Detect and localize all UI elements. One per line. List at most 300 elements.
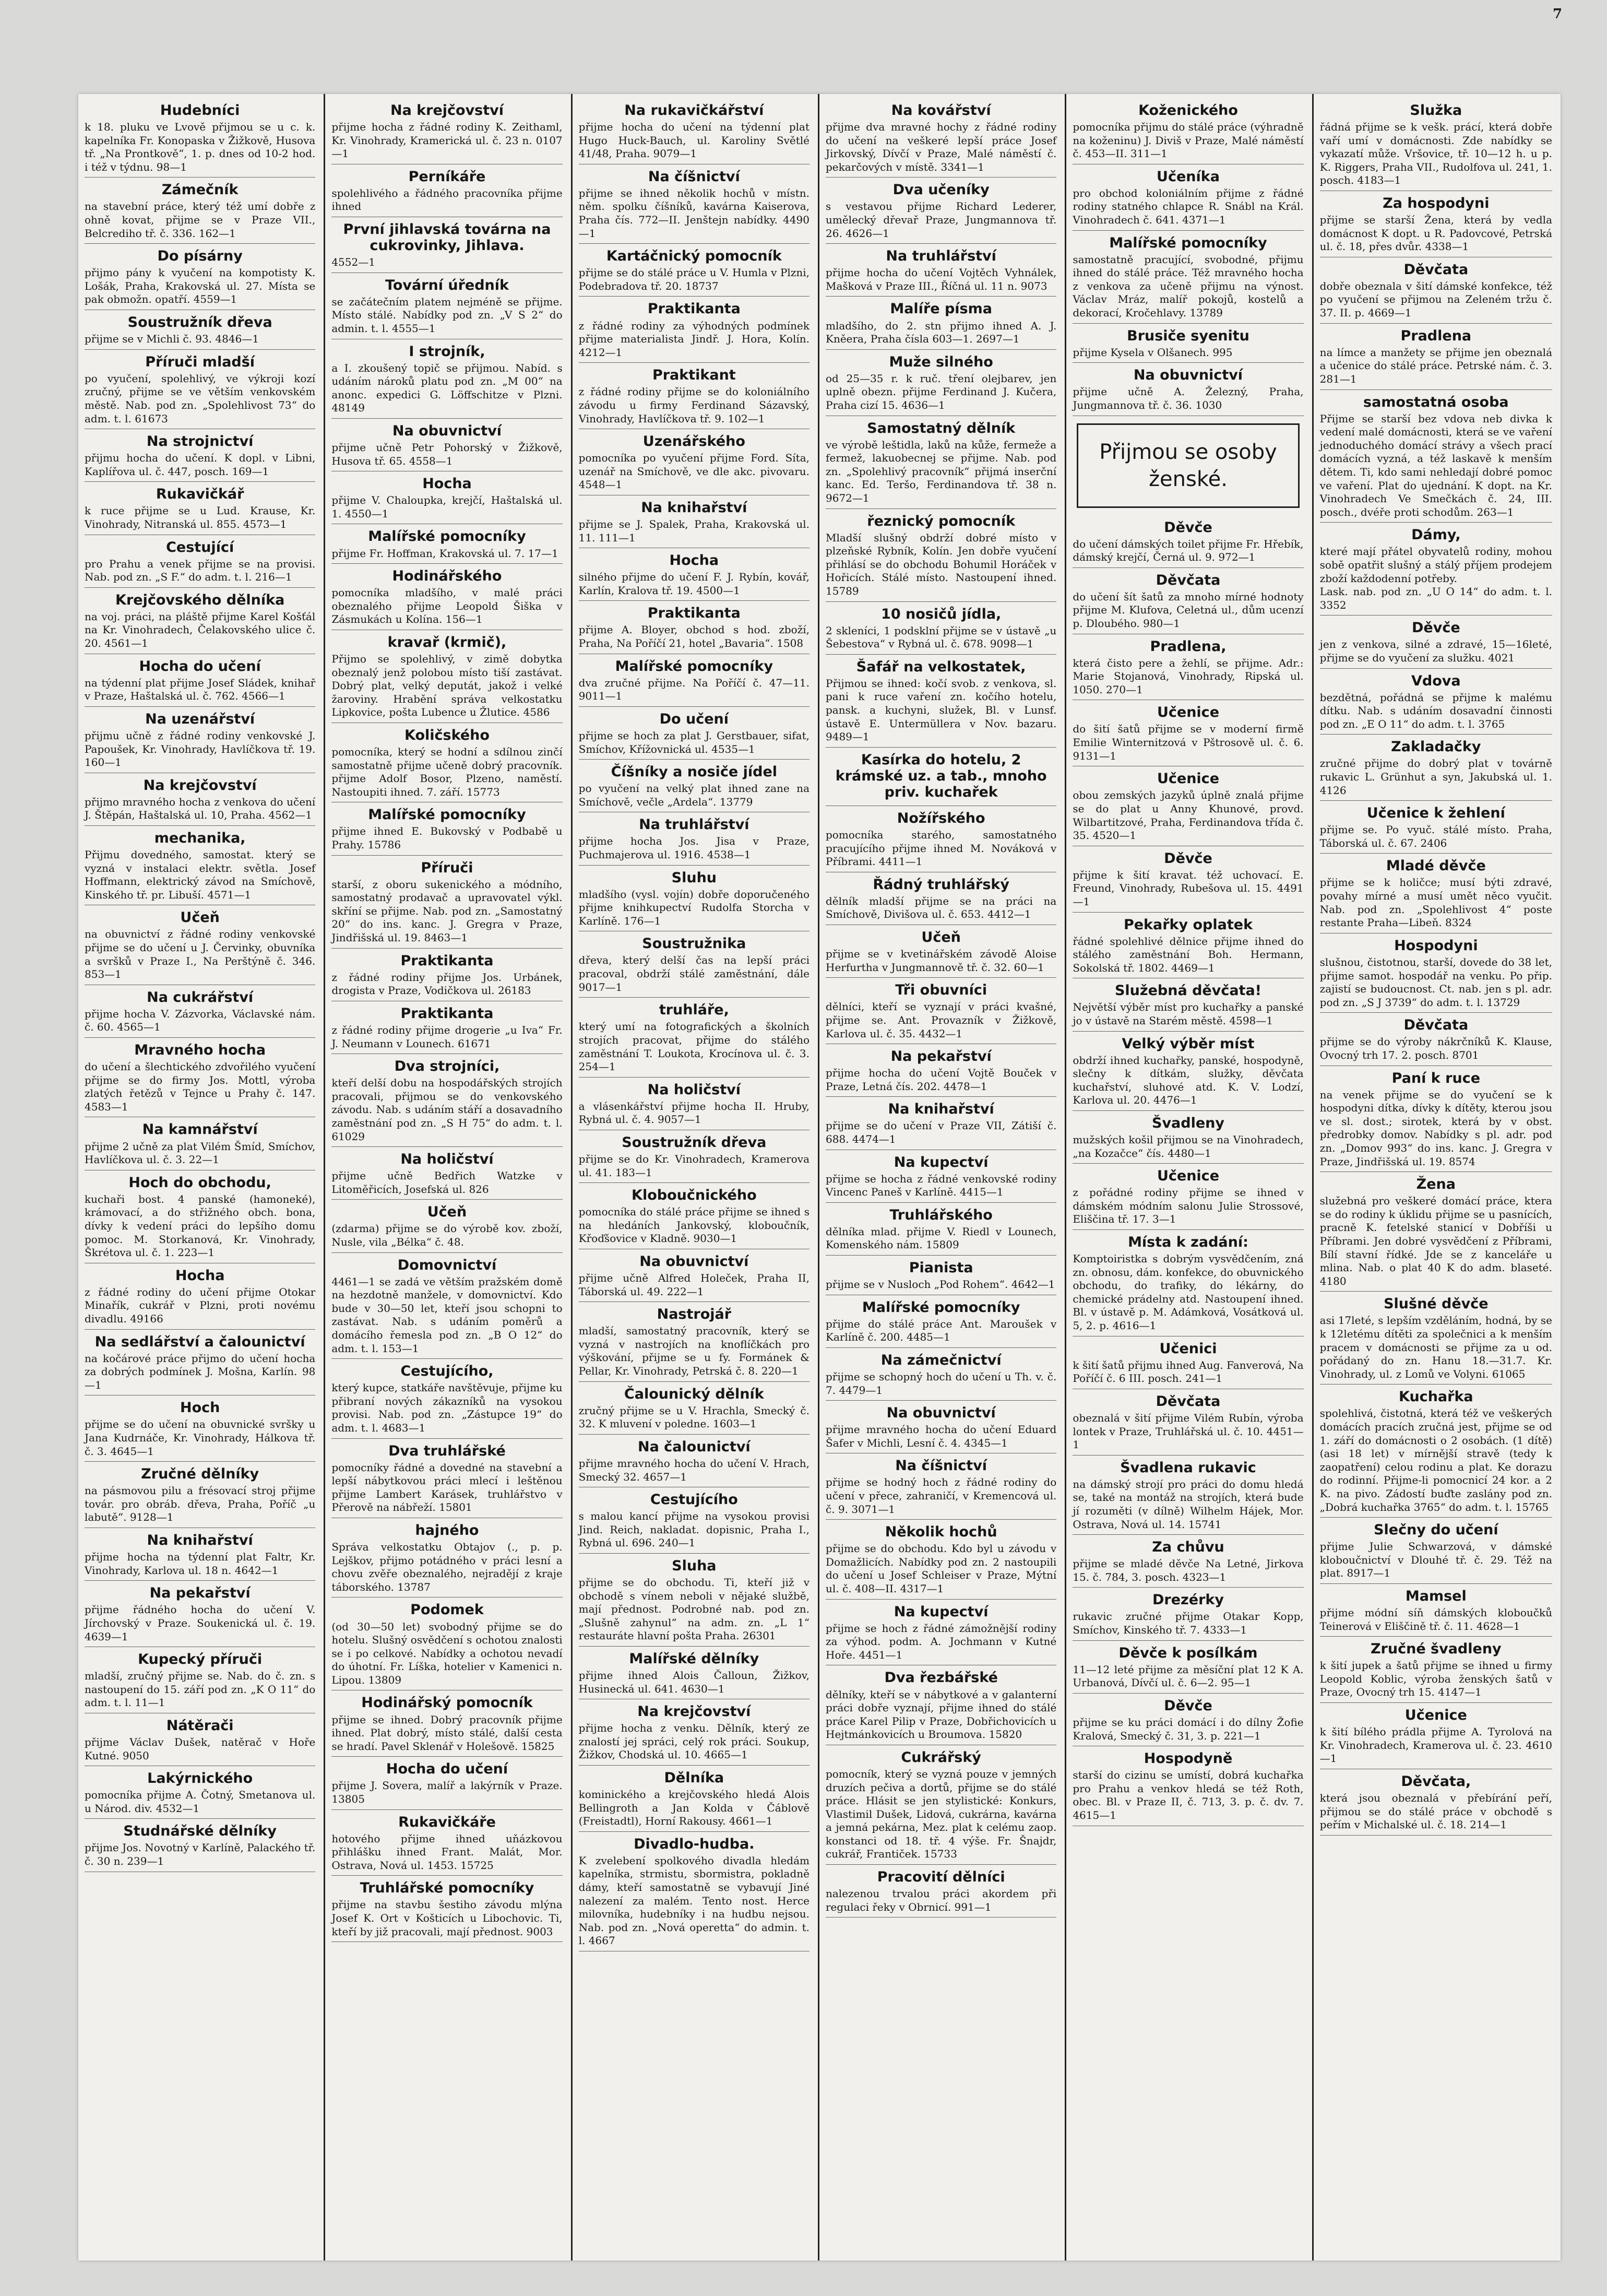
ad-text: dobře obeznala v šití dámské konfekce, též po vyučení se přijmou na Zeleném tržu č. 37. II. p. 4669—1	[1319, 279, 1552, 319]
classified-ad	[579, 548, 810, 601]
ad-heading: Učenice k žehlení	[1366, 805, 1505, 822]
classified-ad	[85, 1713, 315, 1766]
classified-ad	[579, 601, 810, 654]
ad-heading: Zakladačky	[1391, 739, 1481, 755]
ad-text: s malou kancí přijme na vysokou provisi Jind. Reich, nakladat. dopisnic, Praha I., Rybná ul. 696. 240—1	[578, 1510, 810, 1549]
classified-ad	[826, 297, 1056, 349]
ad-heading: Pracovití dělníci	[877, 1869, 1005, 1886]
ad-heading: Za hospodyni	[1383, 195, 1490, 212]
ad-heading: Na číšnictví	[648, 168, 740, 185]
ad-text: přijme Kysela v Olšanech. 995	[1073, 346, 1233, 359]
ad-heading: Hocha	[669, 552, 719, 569]
ad-text: k šití šatů přijmu ihned Aug. Fanverová, Na Poříčí č. 6 III. posch. 241—1	[1073, 1358, 1304, 1385]
ad-text: obeznalá v šití přijme Vilém Rubín, výroba lontek v Praze, Truhlářská ul. č. 10. 4451—1	[1073, 1411, 1304, 1451]
ad-text: přijme se hoch za plat J. Gerstbauer, sifat, Smíchov, Křížovnická ul. 4535—1	[578, 729, 810, 755]
ad-heading: Čalounický dělník	[624, 1386, 764, 1402]
classified-ad	[1073, 978, 1303, 1031]
ad-text: přijme se do obchodu. Ti, kteří již v obchodě s vínem neboli v nějaké službě, mají přednost. Podrobné nab. pod zn. „Slušně zahynul“ na adm. zn. „L 1“ restauráte hlavní pošta Praha. 26301	[578, 1576, 810, 1642]
classified-ad	[1073, 1535, 1303, 1588]
ad-text: od 25—35 r. k ruč. tření olejbarev, jen uplně obezn. přijme Ferdinand J. Kučera, Praha cizí 15. 4636—1	[826, 372, 1057, 411]
ad-heading: Za chůvu	[1152, 1539, 1224, 1556]
ad-heading: Učenice	[1157, 1168, 1220, 1185]
ad-heading: Do písárny	[157, 248, 243, 265]
ad-text: hotového přijme ihned uňázkovou přihlášku ihned Frant. Malát, Mor. Ostrava, Nová ul. 1453. 15725	[331, 1832, 563, 1872]
ad-heading: Na cukrářství	[147, 989, 254, 1005]
ad-text: který umí na fotografických a školních strojích pracovat, přijme do stálého zaměstnání T. Loukota, Krocínova ul. č. 3. 254—1	[578, 1020, 810, 1073]
ad-heading: Děvče	[1412, 620, 1460, 636]
ad-heading: Na číšnictví	[895, 1458, 987, 1474]
ad-text: přijme Fr. Hoffman, Krakovská ul. 7. 17—1	[331, 547, 558, 560]
ad-heading: Pradlena,	[1150, 638, 1227, 655]
ad-heading: Malířské pomocníky	[368, 807, 526, 823]
classified-ad	[579, 1832, 810, 1951]
classified-ad	[579, 654, 810, 707]
ad-heading: Koženického	[1138, 102, 1238, 119]
classified-ad	[331, 1200, 562, 1252]
ad-text: přijme A. Bloyer, obchod s hod. zboží, Praha, Na Poříčí 21, hotel „Bavaria“. 1508	[578, 623, 810, 650]
ad-heading: Děvčata	[1403, 1017, 1469, 1034]
classified-ad	[331, 723, 562, 802]
classified-ad	[1073, 634, 1303, 701]
classified-ad	[85, 1038, 315, 1117]
ad-text: přijme mravného hocha do učení Eduard Šafer v Michli, Lesní č. 4. 4345—1	[826, 1423, 1057, 1449]
ad-text: dělníci, kteří se vyznají v práci kvašné, přijme se. Ant. Provazník v Žižkově, Karlova ul. č. 35. 4432—1	[826, 1000, 1057, 1040]
classified-ad	[1073, 1230, 1303, 1336]
classified-ad	[85, 350, 315, 429]
classified-ad	[1320, 669, 1552, 735]
ad-text: asi 17leté, s lepším vzděláním, hodná, by se k 12letému dítěti za společnici a k menším pracem v domácnosti se přijme za u od. pořádaný do zn. Hanu 18.—31.7. Kr. Vinohrady, ul. z Lomů ve Volyni. 61065	[1319, 1314, 1552, 1380]
ad-heading: Rukavičkář	[156, 486, 244, 503]
ad-heading: Slušné děvče	[1384, 1296, 1489, 1312]
ad-heading: Podomek	[410, 1602, 484, 1618]
classified-ad	[1073, 766, 1303, 846]
ad-text: starší do cizinu se umístí, dobrá kuchařka pro Prahu a venkov hledá se též Roth, obec. Bl. v Praze II, č. 713, 3. p. č. dv. 7. 4615—1	[1073, 1769, 1304, 1821]
ad-heading: Na obuvnictví	[392, 423, 502, 439]
ad-text: dělník mladší přijme se na práci na Smíchově, Divišova ul. č. 653. 4412—1	[826, 894, 1057, 921]
classified-ad	[331, 1439, 562, 1518]
ad-text: 11—12 leté přijme za měsíční plat 12 K A. Urbanová, Dívčí ul. č. 6—2. 95—1	[1073, 1663, 1304, 1689]
ad-text: a I. zkoušený topič se přijmou. Nabíd. s udáním nároků platu pod zn. „M 00“ na anonc. expedici G. Löffschitze v Plzni. 48149	[331, 361, 563, 415]
classified-ad	[579, 429, 810, 495]
ad-heading: Kloboučnického	[632, 1187, 757, 1204]
ad-heading: Praktikanta	[400, 1005, 494, 1022]
ad-text: přijmo mravného hocha z venkova do učení J. Štěpán, Haštalská ul. 10, Praha. 4562—1	[85, 795, 316, 822]
classified-ad	[826, 1295, 1056, 1348]
ad-heading: Malířské pomocníky	[615, 658, 773, 674]
ad-heading: Nátěrači	[166, 1717, 234, 1734]
ad-heading: Cestujícího	[650, 1492, 738, 1508]
classified-ad	[1320, 523, 1552, 616]
ad-text: na venek přijme se do vyučení se k hospodyni dítka, dívky k dítěty, kterou jsou ve sl. dost.; sirotek, která by v obst. předrobky domov. Nabídky s pl. adr. pod zn. „Domov 993“ do ins. kanc. J. Gregra v Praze, Jindřišská ul. 19. 8574	[1319, 1088, 1552, 1168]
classified-ad	[331, 217, 562, 273]
ad-heading: Na obuvnictví	[639, 1253, 749, 1270]
classified-ad	[826, 98, 1056, 177]
classified-ad	[826, 1745, 1056, 1865]
ad-heading: Hoch do obchodu,	[128, 1174, 271, 1191]
ad-heading: Děvče	[1164, 1697, 1212, 1714]
ad-heading: Na krejčovství	[390, 102, 504, 119]
ad-text: obdrží ihned kuchařky, panské, hospodyně, slečny k dítkám, služky, děvčata kuchařství, sluhové atd. K. V. Lodzí, Karlova ul. 20. 4476—1	[1073, 1054, 1304, 1107]
column-2	[325, 94, 572, 2261]
classified-ad	[1320, 98, 1552, 191]
classified-ad	[579, 363, 810, 429]
ad-heading: Číšníky a nosiče jídel	[611, 764, 778, 780]
ad-heading: Hudebníci	[160, 102, 240, 119]
classified-ad	[1320, 735, 1552, 801]
ad-heading: Malířské pomocníky	[1109, 234, 1267, 251]
ad-heading: Hospodyni	[1394, 937, 1478, 954]
ad-text: pro Prahu a venek přijme se na provisi. Nab. pod zn. „S F.“ do adm. t. l. 216—1	[85, 557, 316, 584]
ad-heading: Dva truhlářské	[388, 1442, 506, 1459]
ad-text: z řádné rodiny přijme Jos. Urbánek, drogista v Praze, Vodičkova ul. 26183	[331, 971, 563, 997]
ad-text: z řádné rodiny do učení přijme Otokar Minařík, cukrář v Plzni, proti novému divadlu. 49166	[85, 1285, 316, 1325]
classified-ad	[1320, 257, 1552, 324]
ad-heading: Truhlářského	[889, 1206, 993, 1223]
ad-text: pro obchod koloniálním přijme z řádné rodiny statného chlapce R. Snábl na Král. Vinohradech č. 641. 4371—1	[1073, 186, 1304, 227]
classified-ad	[85, 1581, 315, 1647]
ad-heading: Praktikanta	[647, 301, 741, 317]
classified-ad	[826, 806, 1056, 872]
ad-heading: Cestujícího,	[400, 1363, 494, 1380]
classified-ad	[1073, 1455, 1303, 1535]
ad-heading: Šafář na velkostatek,	[856, 658, 1026, 675]
classified-ad	[1073, 1641, 1303, 1694]
ad-heading: Na knihařství	[641, 499, 747, 516]
classified-ad	[826, 1453, 1056, 1520]
ad-heading: Krejčovského dělníka	[115, 591, 285, 608]
column-4	[819, 94, 1066, 2261]
ad-text: na stavební práce, který též umí dobře z ohně kovat, přijme se v Praze VII., Belcrediho tř. č. 336. 162—1	[85, 200, 316, 240]
ad-heading: Služebná děvčata!	[1114, 983, 1261, 999]
ad-heading: Dělníka	[664, 1770, 724, 1786]
ad-text: pomocníka do stálé práce přijme se ihned s na hledáních Jankovský, kloboučník, Křoďšovice v Kladně. 9030—1	[578, 1205, 810, 1245]
classified-ad	[331, 1518, 562, 1597]
classified-ad	[826, 1401, 1056, 1453]
ad-text: přijme se ku práci domácí i do dílny Žofie Kralová, Smecký č. 31, 3. p. 221—1	[1073, 1715, 1304, 1742]
ad-text: k šití bílého prádla přijme A. Tyrolová na Kr. Vinohradech, Kramerova ul. č. 23. 4610—1	[1319, 1725, 1552, 1765]
ad-heading: Příruči	[421, 859, 473, 876]
ad-text: přijme učně Alfred Holeček, Praha II, Táborská ul. 49. 222—1	[578, 1272, 810, 1298]
ad-text: dělníky, kteří se v nábytkové a v galanterní práci dobře vyznají, přijme ihned do stálé práce Karel Pilip v Praze, Dobřichovicích u Hejtmánkovicích u Broumova. 15820	[826, 1688, 1057, 1741]
ad-text: přijmu hocha do učení. K dopl. v Libni, Kaplířova ul. č. 447, posch. 169—1	[85, 452, 316, 478]
ad-text: bezdětná, pořádná se přijme k malému dítku. Nab. s udáním dosavadní činnosti pod zn. „E O 11“ do adm. t. l. 3765	[1319, 691, 1552, 730]
classified-ad	[579, 1435, 810, 1487]
ad-heading: Dva učeníky	[892, 182, 990, 198]
classified-ad	[1320, 933, 1552, 1013]
classified-ad	[826, 416, 1056, 509]
ad-text: přijme hocha z řádné rodiny K. Zeithaml, Kr. Vinohrady, Kramerická ul. č. 23 n. 0107—1	[331, 121, 563, 160]
ad-text: přijme 2 učně za plat Vilém Šmíd, Smíchov, Havlíčkova ul. č. 3. 22—1	[85, 1140, 316, 1166]
classified-ad	[85, 535, 315, 588]
ad-text: přijme se do výroby nákrčníků K. Klause, Ovocný trh 17. 2. posch. 8701	[1319, 1035, 1552, 1061]
ad-heading: Na zámečnictví	[880, 1352, 1002, 1368]
classified-ad	[85, 773, 315, 826]
ad-text: Přijmo se spolehlivý, v zimě dobytka obeznalý jenž polobou místo tiší zastávat. Dobrý plat, velký deputát, jakož i velké žaroviny. Hrabění správa velkostatku Lipkovice, pošta Lubence u Žlutice. 4586	[331, 652, 563, 719]
ad-heading: Děvčata	[1156, 1393, 1221, 1410]
ad-heading: Sluha	[672, 1557, 717, 1574]
ad-heading: Zámečník	[161, 182, 239, 198]
ad-heading: Zručné švadleny	[1370, 1641, 1502, 1658]
ad-text: 4461—1 se zadá ve větším pražském domě na hezdotně manžele, v domovnictví. Kdo bude v 30—50 let, kteří jsou schopni to zastávat. Nab. s udáním poměrů a domácího řemesla pod zn. „B O 12“ do adm. t. l. 153—1	[331, 1275, 563, 1355]
ad-heading: truhláře,	[659, 1002, 729, 1019]
ad-text: k ruce přijme se u Lud. Krause, Kr. Vinohrady, Nitranská ul. 855. 4573—1	[85, 504, 316, 531]
ad-text: který kupce, statkáře navštěvuje, přijme ku přibraní nových zákazníků na vysokou provisi. Nab. pod zn. „Zástupce 19“ do adm. t. l. 4683—1	[331, 1381, 563, 1435]
ad-heading: Na knihařství	[888, 1101, 994, 1118]
classified-ad	[826, 509, 1056, 602]
classified-ad	[826, 925, 1056, 978]
classified-ad	[1320, 1584, 1552, 1637]
classified-ad	[331, 1690, 562, 1757]
classified-ad	[331, 630, 562, 723]
ad-heading: Truhlářské pomocníky	[360, 1880, 534, 1897]
ad-text: spolehlivého a řádného pracovníka přijme ihned	[331, 186, 563, 213]
classified-ad	[85, 310, 315, 350]
ad-heading: Malířské pomocníky	[368, 528, 526, 545]
classified-ad	[1073, 515, 1303, 568]
ad-text: 2 skleníci, 1 podsklní přijme se v ústavě „u Šebestova“ v Rybná ul. č. 678. 9098—1	[826, 624, 1057, 650]
ad-heading: hajného	[415, 1522, 479, 1539]
ad-heading: Paní k ruce	[1391, 1070, 1481, 1086]
classified-ad	[579, 998, 810, 1077]
ad-heading: Studnářské dělníky	[123, 1823, 277, 1840]
ad-heading: Učeň	[180, 909, 220, 926]
classified-ad	[331, 1054, 562, 1147]
ad-text: přijme se do učení na obuvnické svršky u Jana Kudrnáče, Kr. Vinohrady, Hálkova tř. č. 3. 4645—1	[85, 1418, 316, 1458]
ad-text: přijme se. Po vyuč. stálé místo. Praha, Táborská ul. č. 67. 2406	[1319, 823, 1552, 849]
ad-text: K zvelebení spolkového divadla hledám kapelníka, strmistu, sbormistra, pokladně dámy, kteří samostatně se vybavují Jiné nalezení za malém. Tento nost. Herce milovníka, hudebníky i na hudbu nejsou. Nab. pod zn. „Nová operetta“ do admin. t. l. 4667	[578, 1854, 810, 1947]
classified-ad	[85, 1462, 315, 1528]
classified-ad	[85, 1766, 315, 1819]
ad-text: přijme se ihned několik hochů v místn. něm. spolku číšníků, kavárna Kaiserova, Praha čís. 772—II. Jenštejn nabídky. 4490—1	[578, 186, 810, 240]
ad-text: přijme učně A. Železný, Praha, Jungmannova tř. č. 36. 1030	[1073, 385, 1304, 411]
ad-heading: Na knihařství	[147, 1532, 253, 1549]
ad-text: přijme dva mravné hochy z řádné rodiny do učení na veškeré lepší práce Josef Jirkovský, Dívčí v Praze, Malé náměstí č. pekarčových v místě. 3341—1	[826, 121, 1057, 173]
ad-heading: Pianista	[909, 1260, 973, 1276]
ad-text: mladšího (vysl. vojín) dobře doporučeného přijme knihkupectví Rudolfa Storcha v Karlíně. 176—1	[578, 887, 810, 927]
ad-text: slušnou, čistotnou, starší, dovede do 38 let, přijme samot. hospodář na venku. Po přip. zajistí se budoucnost. Ct. nab. jen s pl. adr. pod zn. „S J 3739“ do adm. t. l. 13729	[1319, 955, 1552, 1009]
classified-ad	[579, 1382, 810, 1435]
ad-text: mužských košil přijmou se na Vinohradech, „na Kozačce“ čís. 4480—1	[1073, 1133, 1304, 1159]
classified-ad	[85, 429, 315, 482]
ad-heading: Praktikant	[652, 367, 736, 384]
ad-text: obou zemských jazyků úplně znalá přijme se do plat u Anny Khunové, provd. Wilbartitzové, Praha, Ferdinandova třída č. 35. 4520—1	[1073, 789, 1304, 842]
classified-ad	[1073, 846, 1303, 913]
ad-text: na dámský strojí pro práci do domu hledá se, také na montáž na strojích, která bude jí rozuměti (v dílně) Wilhelm Hájek, Mor. Ostrava, Nová ul. 14. 15741	[1073, 1477, 1304, 1531]
ad-heading: Domovnictví	[397, 1257, 497, 1273]
ad-heading: Lakýrnického	[147, 1770, 253, 1787]
ad-text: na týdenní plat přijme Josef Sládek, knihař v Praze, Haštalská ul. č. 762. 4566—1	[85, 676, 316, 703]
ad-heading: Samostatný dělník	[867, 420, 1016, 436]
ad-heading: Soustružník dřeva	[127, 314, 272, 331]
classified-ad	[826, 244, 1056, 297]
classified-ad	[85, 1647, 315, 1713]
classified-ad	[579, 1647, 810, 1699]
classified-ad	[331, 1253, 562, 1359]
ad-text: přijme hocha na týdenní plat Faltr, Kr. Vinohrady, Karlova ul. 18 n. 4642—1	[85, 1551, 316, 1577]
ad-text: spolehlivá, čistotná, která též ve veškerých domácích pracích zručná jest, přijme se od 1. září do domácnosti o 2 osobách. (1 dítě) (asi 18 let) v mírnější stravě (tedy k zaopatření) celou rodinu a plat. Ke dorazu do rodinní. Přijme-li pomocnicí 24 kor. a 2 K. na pivo. Zádostí buďte zaslány pod zn. „Dobrá kuchařka 3765“ do adm. t. l. 15765	[1319, 1407, 1552, 1513]
ad-text: přijme hocha z venku. Dělník, který ze znalostí jej spráci, celý rok práci. Soukup, Žižkov, Chodská ul. 10. 4665—1	[578, 1722, 810, 1761]
ad-text: přijme se hocha z řádné venkovské rodiny Vincenc Paneš v Karlíně. 4415—1	[826, 1172, 1057, 1199]
column-5	[1066, 94, 1313, 2261]
column-6	[1314, 94, 1561, 2261]
ad-heading: Mladé děvče	[1386, 858, 1486, 874]
ad-text: která jsou obeznalá v přebírání peří, přijmou se do stálé práce v obchodě s peřím v Michalské ul. č. 18. 214—1	[1319, 1791, 1552, 1831]
ad-heading: Hocha	[422, 476, 472, 492]
classified-ad	[1320, 1013, 1552, 1066]
page-number: 7	[1553, 6, 1563, 22]
ad-text: k šití jupek a šatů přijme se ihned u firmy Leopold Koblic, výroba ženských šatů v Praze, Ovocný trh 15. 4147—1	[1319, 1659, 1552, 1699]
ad-heading: Hospodyně	[1144, 1750, 1233, 1767]
ad-heading: Na uzenářství	[145, 711, 255, 727]
ad-text: samostatně pracující, svobodné, přijmu ihned do stálé práce. Též mravného hocha z venkova za učeně přijmu na výnost. Václav Mráz, malíř pokojů, kostelů a dekorací, Kročehlavy. 13789	[1073, 253, 1304, 319]
ad-text: přijme se do učení v Praze VII, Zátiší č. 688. 4474—1	[826, 1119, 1057, 1145]
classified-ad	[579, 1487, 810, 1554]
ad-text: Největší výběr míst pro kuchařky a panské jo v ústavě na Starém městě. 4598—1	[1073, 1001, 1304, 1027]
classified-ad	[579, 931, 810, 998]
ad-text: přijme řádného hocha do učení V. Jírchovský v Praze. Soukenická ul. č. 19. 4639—1	[85, 1603, 316, 1643]
ad-heading: Na pekařství	[890, 1048, 992, 1065]
ad-text: přijme V. Chaloupka, krejčí, Haštalská ul. 1. 4550—1	[331, 494, 563, 520]
ad-heading: Sluhu	[671, 869, 717, 886]
ad-text: přijme hocha Jos. Jisa v Praze, Puchmajerova ul. 1916. 4538—1	[578, 835, 810, 861]
classified-ad	[1073, 1588, 1303, 1640]
classified-ad	[579, 244, 810, 297]
classified-ad	[331, 1001, 562, 1054]
ad-heading: Švadlena rukavic	[1120, 1459, 1256, 1476]
ad-heading: Na obuvnictví	[1133, 367, 1243, 384]
ad-heading: Malířské pomocníky	[862, 1299, 1020, 1316]
ad-text: rukavic zručné přijme Otakar Kopp, Smíchov, Kinského tř. 7. 4333—1	[1073, 1610, 1304, 1637]
ad-heading: Žena	[1416, 1176, 1456, 1193]
classified-ad	[1320, 1703, 1552, 1769]
classified-ad	[579, 495, 810, 548]
ad-heading: Na rukavičkářství	[624, 102, 764, 119]
ad-text: mladší, zručný přijme se. Nab. do č. zn. s nastoupení do 15. září pod zn. „K O 11“ do adm. t. l. 11—1	[85, 1670, 316, 1709]
classified-ad	[85, 482, 315, 535]
ad-text: přijme mravného hocha do učení V. Hrach, Smecký 32. 4657—1	[578, 1457, 810, 1483]
classified-ad	[85, 654, 315, 707]
classified-ad	[331, 524, 562, 564]
ad-text: na voj. práci, na pláště přijme Karel Košťál na Kr. Vinohradech, Čelakovského ulice č. 20. 4561—1	[85, 610, 316, 650]
ad-heading: Pradlena	[1400, 327, 1472, 344]
ad-heading: Děvčata	[1156, 572, 1221, 588]
classified-ad	[1320, 1172, 1552, 1292]
ad-text: kominického a krejčovského hledá Alois Bellingroth a Jan Kolda v Čáblově (Freistadtl), Horní Rakousy. 4661—1	[578, 1788, 810, 1828]
classified-ad	[1320, 324, 1552, 390]
ad-heading: Na holičství	[647, 1081, 741, 1098]
ad-heading: Hodinářského	[392, 568, 502, 585]
ad-heading: Velký výběr míst	[1122, 1035, 1255, 1052]
ad-text: z řádné rodiny za výhodných podmínek přijme materialista Jindř. J. Hora, Kolín. 4212—1	[578, 319, 810, 359]
ad-text: přijme Julie Schwarzová, v dámské kloboučnictví v Dlouhé tř. č. 29. Též na plat. 8917—1	[1319, 1540, 1552, 1580]
classified-ad	[1073, 164, 1303, 231]
section-notice: Přijmou se osoby ženské.	[1077, 423, 1299, 508]
ad-text: do učení a šlechtického zdvořilého vyučení přijme se do firmy Jos. Mottl, výroba zlatých řetězů v Tejnce u Prahy č. 147. 4583—1	[85, 1060, 316, 1113]
ad-heading: Cestující	[166, 539, 234, 555]
ad-heading: 10 nosičů jídla,	[881, 606, 1002, 622]
ad-text: Správa velkostatku Obtajov (., p. p. Lejškov, přijmo potádného v práci lesní a chovu zvěře obeznalého, nejradějí z kraje táborského. 13787	[331, 1541, 563, 1593]
classified-ad	[579, 1249, 810, 1302]
classified-ad	[579, 1699, 810, 1766]
ad-text: Přijmu dovedného, samostat. který se vyzná v instalaci elektr. světla. Josef Hoffmann, elektrický závod na Smíchově, Kinského tř. pr. Libuší. 4571—1	[85, 848, 316, 901]
ad-text: zručný přijme se u V. Hrachla, Smecký č. 32. K mluvení v poledne. 1603—1	[578, 1404, 810, 1430]
ad-text: přijme se v Michli č. 93. 4846—1	[85, 333, 259, 346]
classified-ad	[85, 985, 315, 1038]
classified-ad	[1073, 1111, 1303, 1164]
ad-text: pomocníky řádné a dovedné na stavební a lepší nábytkovou práci mlecí i leštěnou přijme Lambert Karásek, truhlářstvo v Přerově na nábřeží. 15801	[331, 1461, 563, 1514]
classified-ad	[331, 564, 562, 630]
classified-ad	[331, 419, 562, 471]
ad-text: dřeva, který delší čas na lepší práci pracoval, obdrží stálé zaměstnání, dále 9017—1	[578, 954, 810, 993]
classified-ad	[85, 707, 315, 773]
ad-heading: Zručné dělníky	[141, 1466, 259, 1483]
ad-text: do učení dámských toilet přijme Fr. Hřebík, dámský krejčí, Černá ul. 9. 972—1	[1073, 537, 1304, 564]
ad-heading: řeznický pomocník	[867, 513, 1016, 529]
classified-ad	[1320, 1066, 1552, 1173]
ad-text: Mladší slušný obdrží dobré místo v plzeňské Rybník, Kolín. Jen dobře vyučení přihlásí se do obchodu Bohumil Horáček v Hořicích. Stálé místo. Nastoupení ihned. 15789	[826, 531, 1057, 597]
classified-ad	[331, 1757, 562, 1809]
column-3	[573, 94, 819, 2261]
ad-text: přijme učně Bedřich Watzke v Litoměřicích, Josefská ul. 826	[331, 1169, 563, 1196]
ad-text: přijme hocha do učení Vojtěch Vyhnálek, Mašková v Praze III., Říčná ul. 11 n. 9073	[826, 266, 1057, 292]
classified-ad	[331, 1147, 562, 1200]
classified-ad	[1073, 363, 1303, 416]
ad-text: z pořádné rodiny přijme se ihned v dámském módním salonu Julie Strossové, Eliščina tř. 17. 3—1	[1073, 1186, 1304, 1226]
ad-text: kuchaři bost. 4 panské (hamoneké), krámovací, a do střižného obch. bona, dívky k vedení práci do lepšího domu pomoc. M. Storkanová, Kr. Vinohrady, Škrétova ul. č. 1. 223—1	[85, 1192, 316, 1259]
ad-heading: Kasírka do hotelu, 2 krámské uz. a tab., mnoho priv. kuchařek	[835, 751, 1047, 800]
ad-heading: Cukrářský	[901, 1749, 981, 1766]
ad-text: po vyučení na velký plat ihned zane na Smíchově, večle „Ardela“. 13779	[578, 782, 810, 808]
ad-text: jen z venkova, silné a zdravé, 15—16leté, přijme se do vyučení za služku. 4021	[1319, 638, 1552, 664]
classified-ad	[85, 1819, 315, 1872]
ad-heading: Na obuvnictví	[886, 1405, 996, 1422]
newspaper-page	[78, 94, 1561, 2261]
classified-ad	[826, 1256, 1056, 1295]
classified-ad	[826, 1348, 1056, 1401]
ad-heading: Rukavičkáře	[398, 1814, 496, 1830]
classified-ad	[1073, 324, 1303, 363]
ad-text: a vlásenkářství přijme hocha II. Hruby, Rybná ul. č. 4. 9057—1	[578, 1099, 810, 1126]
classified-ad	[85, 905, 315, 985]
ad-heading: Tři obuvníci	[895, 982, 987, 999]
ad-text: přijmo pány k vyučení na kompotisty K. Lošák, Praha, Krakovská ul. 27. Místa se pak obmožn. opatří. 4559—1	[85, 266, 316, 306]
classified-ad	[1073, 1032, 1303, 1111]
ad-text: přijme se ihned. Dobrý pracovník přijme ihned. Plat dobrý, místo stálé, další cesta se hradí. Pavel Sklenář v Holešově. 15825	[331, 1713, 563, 1753]
classified-ad	[1320, 1292, 1552, 1384]
classified-ad	[1073, 1164, 1303, 1230]
ad-heading: Drezérky	[1152, 1592, 1224, 1608]
ad-text: přijme učně Petr Pohorský v Žižkově, Husova tř. 65. 4558—1	[331, 441, 563, 467]
ad-text: přijme se do Kr. Vinohradech, Kramerova ul. 41. 183—1	[578, 1152, 810, 1179]
ad-heading: Divadlo-hudba.	[634, 1836, 755, 1852]
classified-ad	[85, 244, 315, 310]
ad-heading: Do učení	[659, 711, 729, 727]
ad-text: přijme na stavbu šestiho závodu mlýna Josef K. Ort v Košticích u Libochovic. Ti, kteří by již pracovali, mají přednost. 9003	[331, 1898, 563, 1938]
classified-ad	[1073, 913, 1303, 979]
ad-text: přijme J. Sovera, malíř a lakýrník v Praze. 13805	[331, 1779, 563, 1805]
ad-text: na límce a manžety se přijme jen obeznalá a učenice do stálé práce. Petrské nám. č. 3. 281—1	[1319, 346, 1552, 385]
classified-ad	[1320, 616, 1552, 668]
ad-heading: Na pekařství	[149, 1585, 251, 1602]
ad-heading: I strojník,	[409, 343, 485, 360]
ad-text: k 18. pluku ve Lvově přijmou se u c. k. kapelníka Fr. Konopaska v Žižkově, Husova tř. „Na Prontkově“, 1. p. dnes od 10-2 hod. i též v týdnu. 98—1	[85, 121, 316, 173]
ad-text: ve výrobě leštidla, laků na kůže, fermeže a fermež, lakuobecnej se přijme. Nab. pod zn. „Spolehlivý pracovník“ přijmá inserční kanc. Ed. Teršo, Ferdinandova tř. 38 n. 9672—1	[826, 438, 1057, 504]
ad-heading: Vdova	[1411, 672, 1461, 689]
classified-ad	[826, 602, 1056, 655]
ad-heading: Nožířského	[897, 810, 985, 826]
ad-heading: Několik hochů	[885, 1524, 997, 1541]
classified-ad	[579, 707, 810, 760]
